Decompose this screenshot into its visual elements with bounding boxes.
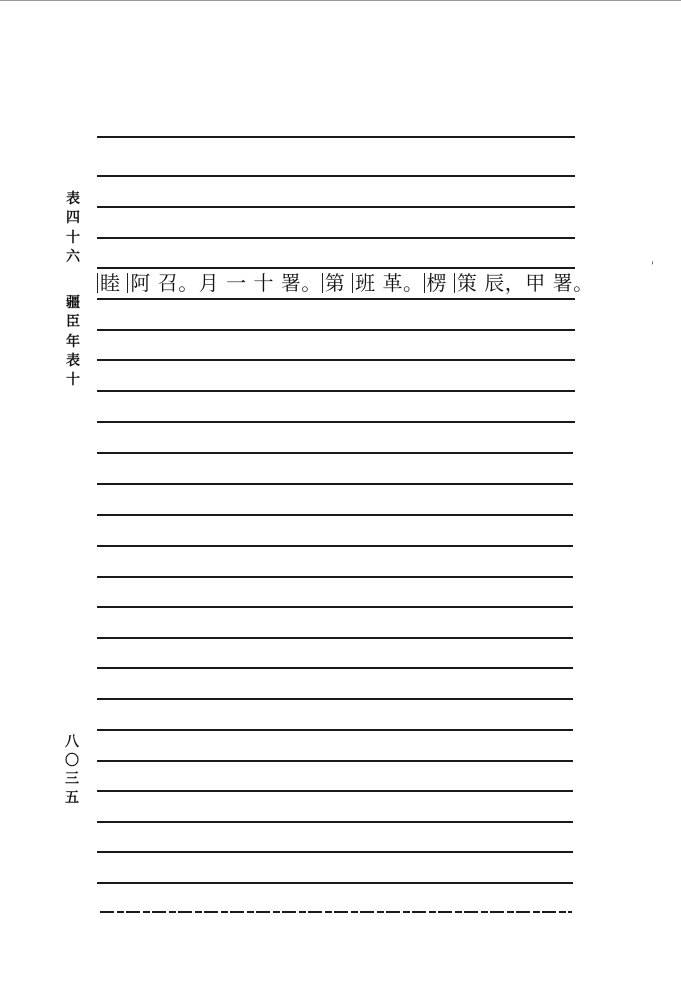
entry-bar xyxy=(97,273,98,293)
table-rule xyxy=(97,882,573,884)
table-rule xyxy=(97,851,573,853)
side-title-char: 表 xyxy=(66,191,80,207)
entry-bar xyxy=(424,273,425,293)
page-number-char: 〇 xyxy=(65,752,79,769)
entry-text: 第 xyxy=(324,271,346,295)
entry-text: 辰，甲 xyxy=(484,271,546,295)
entry-text: 革。 xyxy=(382,271,424,295)
side-title-char: 六 xyxy=(66,248,80,265)
table-rule xyxy=(97,545,573,547)
entry-bar xyxy=(322,273,323,293)
table-rule xyxy=(97,637,573,639)
table-rule xyxy=(97,206,575,208)
table-rule xyxy=(97,760,573,762)
table-rule xyxy=(97,790,573,792)
entry-row xyxy=(97,268,594,298)
table-rule xyxy=(97,237,575,239)
table-rule xyxy=(97,606,573,608)
side-title-char: 表 xyxy=(66,353,80,370)
table-rule xyxy=(97,329,575,331)
table-rule xyxy=(97,514,573,516)
entry-text: 睦 xyxy=(100,271,121,295)
page-number-char: 三 xyxy=(65,771,79,787)
entry-text: 阿 xyxy=(130,271,151,295)
page-number-char: 八 xyxy=(65,734,79,750)
table-rule xyxy=(97,136,575,138)
entry-text: 楞 xyxy=(426,271,448,295)
side-title-char: 臣 xyxy=(66,314,80,331)
side-title-char: 疆 xyxy=(66,295,80,312)
table-bottom-rule xyxy=(100,911,572,913)
table-rule xyxy=(97,452,573,454)
entry-text: 署。 xyxy=(280,271,322,295)
entry-bar xyxy=(127,273,128,293)
table-rule xyxy=(97,576,573,578)
entry-bar xyxy=(352,273,353,293)
side-title-char: 十 xyxy=(66,372,80,389)
entry-text: 一 xyxy=(226,271,247,295)
entry-text: 策 xyxy=(456,271,478,295)
side-title-char: 年 xyxy=(66,333,80,350)
entry-bar xyxy=(454,273,455,293)
page-top-border xyxy=(0,0,681,1)
entry-text: 召。月 xyxy=(157,271,220,295)
side-title-gap xyxy=(63,267,83,294)
entry-text: 班 xyxy=(355,271,376,295)
side-title-char: 四 xyxy=(66,210,80,227)
scan-speck: ' xyxy=(651,261,654,272)
entry-text: 十 xyxy=(253,271,274,295)
page-number-char: 五 xyxy=(65,789,79,806)
table-rule xyxy=(97,698,573,700)
page-number-vertical xyxy=(62,733,82,807)
table-rule xyxy=(97,390,575,392)
table-rule xyxy=(97,298,575,300)
table-rule xyxy=(97,821,573,823)
side-title-vertical xyxy=(63,190,83,391)
table-rule xyxy=(97,175,575,177)
table-rule xyxy=(97,359,575,361)
table-rule xyxy=(97,667,573,669)
side-title-char: 十 xyxy=(66,229,80,246)
table-rule xyxy=(97,421,575,423)
table-rule xyxy=(97,729,573,731)
entry-text: 署。 xyxy=(552,271,594,295)
table-rule xyxy=(97,483,573,485)
